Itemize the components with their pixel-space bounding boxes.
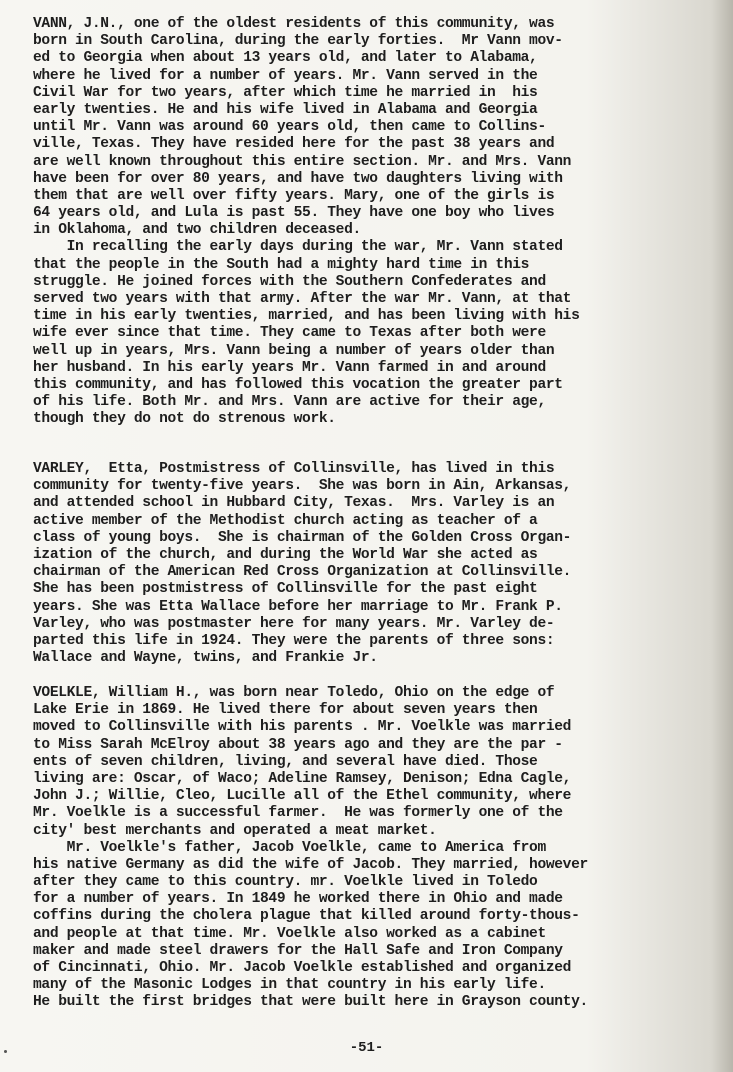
text-line: many of the Masonic Lodges in that country in his early life.: [33, 977, 546, 994]
text-line: born in South Carolina, during the early forties. Mr Vann mov-: [33, 33, 563, 50]
text-line: served two years with that army. After the war Mr. Vann, at that: [33, 291, 572, 307]
text-line: and people at that time. Mr. Voelkle also worked as a cabinet: [33, 925, 546, 942]
text-line: She has been postmistress of Collinsville for the past eight: [33, 581, 538, 598]
text-line: VANN, J.N., one of the oldest residents of this community, was: [33, 16, 555, 32]
text-line: them that are well over fifty years. Mary, one of the girls is: [33, 187, 555, 204]
text-line: active member of the Methodist church acting as teacher of a: [33, 512, 538, 529]
text-line: ed to Georgia when about 13 years old, and later to Alabama,: [33, 50, 538, 67]
text-line: have been for over 80 years, and have two daughters living with: [33, 170, 563, 187]
text-line: parted this life in 1924. They were the parents of three sons:: [33, 632, 555, 649]
text-line: VARLEY, Etta, Postmistress of Collinsville, has lived in this: [33, 461, 555, 477]
text-line: Mr. Voelkle's father, Jacob Voelkle, came to America from: [33, 839, 546, 856]
text-line: Lake Erie in 1869. He lived there for about seven years then: [33, 702, 538, 719]
text-line: VOELKLE, William H., was born near Toledo, Ohio on the edge of: [33, 685, 555, 701]
text-line: city' best merchants and operated a meat market.: [33, 822, 437, 839]
entry-vann: [33, 16, 723, 429]
page-number: -51-: [349, 1040, 384, 1056]
text-line: her husband. In his early years Mr. Vann farmed in and around: [33, 359, 546, 376]
text-line: though they do not do strenous work.: [33, 411, 336, 428]
text-line: years. She was Etta Wallace before her marriage to Mr. Frank P.: [33, 598, 563, 615]
text-line: coffins during the cholera plague that killed around forty-thous-: [33, 908, 580, 925]
text-line: ization of the church, and during the World War she acted as: [33, 546, 538, 563]
text-line: 64 years old, and Lula is past 55. They have one boy who lives: [33, 205, 555, 222]
text-line: struggle. He joined forces with the Southern Confederates and: [33, 273, 546, 290]
text-line: to Miss Sarah McElroy about 38 years ago and they are the par -: [33, 736, 563, 753]
text-line: maker and made steel drawers for the Hall Safe and Iron Company: [33, 942, 563, 959]
text-line: where he lived for a number of years. Mr. Vann served in the: [33, 67, 538, 84]
text-line: his native Germany as did the wife of Jacob. They married, however: [33, 856, 588, 873]
margin-mark: [4, 1050, 7, 1053]
text-line: community for twenty-five years. She was born in Ain, Arkansas,: [33, 478, 572, 495]
text-line: Wallace and Wayne, twins, and Frankie Jr.: [33, 650, 378, 667]
text-line: wife ever since that time. They came to Texas after both were: [33, 325, 546, 342]
text-line: and attended school in Hubbard City, Texas. Mrs. Varley is an: [33, 495, 555, 512]
entry-varley: [33, 461, 723, 667]
text-line: Civil War for two years, after which time he married in his: [33, 84, 538, 101]
text-line: Varley, who was postmaster here for many years. Mr. Varley de-: [33, 615, 555, 632]
text-line: for a number of years. In 1849 he worked there in Ohio and made: [33, 891, 563, 908]
text-line: that the people in the South had a mighty hard time in this: [33, 256, 530, 273]
text-line: In recalling the early days during the war, Mr. Vann stated: [33, 239, 563, 256]
text-line: after they came to this country. mr. Voelkle lived in Toledo: [33, 874, 538, 891]
text-line: John J.; Willie, Cleo, Lucille all of the Ethel community, where: [33, 788, 572, 805]
text-line: of his life. Both Mr. and Mrs. Vann are active for their age,: [33, 394, 546, 411]
text-line: ents of seven children, living, and several have died. Those: [33, 753, 538, 770]
text-line: until Mr. Vann was around 60 years old, then came to Collins-: [33, 119, 546, 136]
text-line: He built the first bridges that were built here in Grayson county.: [33, 994, 588, 1011]
text-line: early twenties. He and his wife lived in Alabama and Georgia: [33, 101, 538, 118]
text-line: chairman of the American Red Cross Organization at Collinsville.: [33, 564, 572, 581]
text-line: of Cincinnati, Ohio. Mr. Jacob Voelkle established and organized: [33, 960, 572, 976]
text-line: living are: Oscar, of Waco; Adeline Ramsey, Denison; Edna Cagle,: [33, 770, 572, 787]
text-line: are well known throughout this entire section. Mr. and Mrs. Vann: [33, 153, 572, 170]
text-line: class of young boys. She is chairman of the Golden Cross Organ-: [33, 529, 572, 546]
text-line: Mr. Voelkle is a successful farmer. He was formerly one of the: [33, 805, 563, 822]
text-line: well up in years, Mrs. Vann being a number of years older than: [33, 342, 555, 359]
text-line: time in his early twenties, married, and has been living with his: [33, 308, 580, 325]
text-line: in Oklahoma, and two children deceased.: [33, 222, 361, 239]
text-line: moved to Collinsville with his parents . Mr. Voelkle was married: [33, 719, 572, 736]
entry-voelkle: [33, 685, 723, 1012]
text-line: ville, Texas. They have resided here for the past 38 years and: [33, 136, 555, 153]
text-line: this community, and has followed this vocation the greater part: [33, 376, 563, 393]
